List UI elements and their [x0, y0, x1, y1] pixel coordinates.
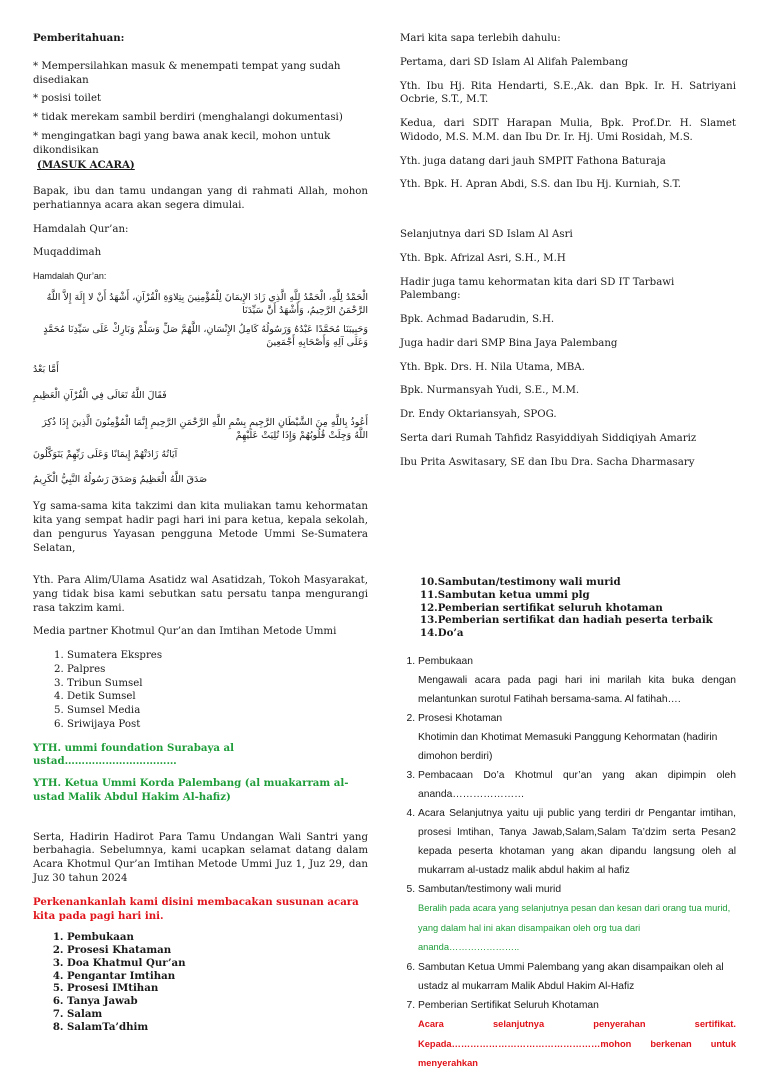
list-item: 2. Palpres	[67, 663, 368, 677]
list-item: 4. Detik Sumsel	[67, 690, 368, 704]
greeting-line: Selanjutnya dari SD Islam Al Asri	[400, 229, 573, 241]
list-item: 3. Doa Khatmul Qur’an	[67, 957, 368, 970]
notice-item: * posisi toilet	[33, 93, 102, 105]
arabic-text: أَعُوذُ بِاللَّهِ مِنَ الشَّيْطَانِ الرَّجِيمِ بِسْمِ اللَّهِ الرَّحْمَنِ الرَّحِيمِ إِنَّمَا الْمُؤْمِنُونَ الَّذِينَ إِذَا ذُكِرَ اللَّهُ وَجِلَتْ قُلُوبُهُمْ وَإِذَا تُلِيَتْ عَلَيْهِمْ	[42, 417, 368, 442]
list-item: 12.Pemberian sertifikat seluruh khotaman	[420, 601, 663, 614]
agenda-item-sertifikat: 7. Pemberian Sertifikat Seluruh Khotaman Acara selanjutnya penyerahan sertifikat. Kepada…………………………………………mohon berkenan untuk menyerahkan	[418, 996, 736, 1074]
agenda-item-testimony: 5. Sambutan/testimony wali murid Beralih pada acara yang selanjutnya pesan dan kesan dari orang tua murid, yang dalam hal ini akan disampaikan oleh org tua dari ananda…………………..	[418, 880, 736, 958]
agenda-item-note: Acara selanjutnya penyerahan sertifikat. Kepada…………………………………………mohon berkenan untuk menyerahkan	[418, 1019, 736, 1069]
intro-paragraph: Bapak, ibu dan tamu undangan yang di rahmati Allah, mohon perhatiannya acara akan segera dimulai.	[33, 186, 368, 211]
list-item: 5. Sumsel Media	[67, 704, 368, 718]
greeting-line: Yth. Bpk. H. Apran Abdi, S.S. dan Ibu Hj. Kurniah, S.T.	[400, 179, 681, 191]
greeting-line: Ibu Prita Aswitasary, SE dan Ibu Dra. Sacha Dharmasary	[400, 456, 695, 468]
hamdalah-label: Hamdalah Qur’an:	[33, 223, 129, 235]
masuk-acara-label: (MASUK ACARA)	[37, 159, 135, 172]
agenda-continued	[400, 576, 736, 640]
greeting-line: Serta dari Rumah Tahfidz Rasyiddiyah Siddiqiyah Amariz	[400, 433, 697, 445]
arabic-text: فَقَالَ اللَّهُ تَعَالَى فِي الْقُرْآنِ الْعَظِيمِ	[33, 390, 167, 402]
greeting-line: Bpk. Achmad Badarudin, S.H.	[400, 314, 555, 326]
top-left-section	[33, 32, 368, 556]
agenda-item-sambutan-ketua: 6. Sambutan Ketua Ummi Palembang yang akan disampaikan oleh al ustadz al mukarram Malik Abdul Hakim Al-Hafiz	[418, 958, 736, 996]
agenda-item-doa: 3. Pembacaan Do’a Khotmul qur’an yang akan dipimpin oleh ananda…………………	[418, 766, 736, 804]
greeting-line: Yth. juga datang dari jauh SMPIT Fathona Baturaja	[400, 155, 666, 167]
list-item: 6. Sriwijaya Post	[67, 718, 368, 732]
notice-item: * mengingatkan bagi yang bawa anak kecil, mohon untuk dikondisikan	[33, 130, 331, 156]
notice-item: * Mempersilahkan masuk & menempati tempat yang sudah disediakan	[33, 60, 341, 86]
greeting-line: Yth. Ibu Hj. Rita Hendarti, S.E.,Ak. dan Bpk. Ir. H. Satriyani Ocbrie, S.T., M.T.	[400, 80, 736, 106]
greeting-line: Mari kita sapa terlebih dahulu:	[400, 33, 561, 44]
arabic-text: وَحَبِيبَنَا مُحَمَّدًا عَبْدُهُ وَرَسُولُهُ كَامِلُ الإِنْسَانِ، اللَّهُمَّ صَلِّ وَسَلِّمْ وَبَارِكْ عَلَى سَيِّدِنَا مُحَمَّدٍ وَعَلَى آلِهِ وَأَصْحَابِهِ أَجْمَعِينَ	[43, 323, 368, 348]
list-item: 2. Prosesi Khataman	[67, 944, 368, 957]
list-item: 7. Salam	[67, 1008, 368, 1021]
agenda-item-body: Mengawali acara pada pagi hari ini marilah kita buka dengan melantunkan surotul Fatihah bersama-sama. Al fatihah….	[418, 674, 736, 705]
list-item: 8. SalamTa’dhim	[67, 1021, 368, 1034]
list-item: 14.Do’a	[420, 627, 464, 639]
bottom-left-section	[33, 574, 368, 1033]
list-item: 3. Tribun Sumsel	[67, 677, 368, 691]
welcome-paragraph: Serta, Hadirin Hadirot Para Tamu Undangan Wali Santri yang berbahagia. Sebelumnya, kami ucapkan selamat datang dalam Acara Khotmul Qur’an Imtihan Metode Ummi Juz 1, Juz 29, dan Juz 30 tahun 2024	[33, 831, 368, 885]
media-title: Media partner Khotmul Qur’an dan Imtihan Metode Ummi	[33, 626, 337, 638]
agenda-detail-list	[400, 652, 736, 1074]
ulama-paragraph: Yth. Para Alim/Ulama Asatidz wal Asatidzah, Tokoh Masyarakat, yang tidak bisa kami sebutkan satu persatu tanpa mengurangi rasa takzim kami.	[33, 575, 368, 614]
yth-ketua-ummi: YTH. Ketua Ummi Korda Palembang (al muakarram al-ustad Malik Abdul Hakim Al-hafiz)	[33, 777, 349, 803]
agenda-item-pembukaan: 1. Pembukaan Mengawali acara pada pagi hari ini marilah kita buka dengan melantunkan surotul Fatihah bersama-sama. Al fatihah….	[418, 652, 736, 709]
closing-paragraph: Yg sama-sama kita takzimi dan kita muliakan tamu kehormatan kita yang sempat hadir pagi hari ini para ketua, kepala sekolah, dan pengurus Yayasan pengguna Metode Ummi Se-Sumatera Selatan,	[33, 501, 368, 554]
list-item: 10.Sambutan/testimony wali murid	[420, 576, 621, 588]
list-item: 1. Sumatera Ekspres	[67, 649, 368, 663]
agenda-item-khotaman: 2. Prosesi Khotaman Khotimin dan Khotimat Memasuki Panggung Kehormatan (hadirin dimohon berdiri)	[418, 709, 736, 766]
greeting-line: Yth. Bpk. Afrizal Asri, S.H., M.H	[400, 252, 566, 264]
agenda-item-note: Beralih pada acara yang selanjutnya pesan dan kesan dari orang tua murid, yang dalam hal ini akan disampaikan oleh org tua dari ananda…………………..	[418, 903, 731, 953]
list-item: 13.Pemberian sertifikat dan hadiah peserta terbaik	[420, 614, 713, 627]
agenda-item-body: Khotimin dan Khotimat Memasuki Panggung Kehormatan (hadirin dimohon berdiri)	[418, 731, 718, 762]
top-right-section	[400, 32, 736, 470]
list-item: 6. Tanya Jawab	[67, 995, 368, 1008]
notice-heading: Pemberitahuan:	[33, 32, 125, 44]
greeting-line: Hadir juga tamu kehormatan kita dari SD IT Tarbawi Palembang:	[400, 276, 675, 302]
agenda-intro: Perkenankanlah kami disini membacakan susunan acara kita pada pagi hari ini.	[33, 895, 359, 922]
greeting-line: Pertama, dari SD Islam Al Alifah Palembang	[400, 56, 628, 68]
list-item: 5. Prosesi IMtihan	[67, 982, 368, 995]
agenda-item-uji-public: 4. Acara Selanjutnya yaitu uji public yang terdiri dr Pengantar imtihan, prosesi Imtihan, Tanya Jawab,Salam,Salam Ta’dzim serta Pesan2 kepada peserta khotaman yang akan dipandu langsung oleh al mukarram al-ustadz malik abdul hakim al hafiz	[418, 804, 736, 880]
list-item: 1. Pembukaan	[67, 931, 368, 944]
bottom-right-section	[400, 576, 736, 1074]
media-list	[33, 649, 368, 732]
arabic-text: الْحَمْدُ لِلَّهِ، الْحَمْدُ لِلَّهِ الَّذِي زَادَ الإِيمَانَ لِلْمُؤْمِنِينَ بِتِلاوَةِ الْقُرْآنِ، أَشْهَدُ أَنْ لا إِلَهَ إِلاَّ اللَّهُ الرَّحْمَنُ الرَّحِيمُ، وَأَشْهَدُ أَنَّ سَيِّدَنَا	[46, 292, 368, 317]
arabic-text: صَدَقَ اللَّهُ الْعَظِيمُ وَصَدَقَ رَسُولُهُ النَّبِيُّ الْكَرِيمُ	[33, 473, 208, 485]
greeting-line: Kedua, dari SDIT Harapan Mulia, Bpk. Prof.Dr. H. Slamet Widodo, M.S. M.M. dan Ibu Dr. Ir. Hj. Umi Rosidah, M.S.	[400, 118, 736, 143]
list-item: 11.Sambutan ketua ummi plg	[420, 588, 590, 601]
arabic-text: آيَاتُهُ زَادَتْهُمْ إِيمَانًا وَعَلَى رَبِّهِمْ يَتَوَكَّلُونَ	[33, 448, 178, 460]
arabic-text: أَمَّا بَعْدُ	[33, 363, 59, 375]
greeting-line: Bpk. Nurmansyah Yudi, S.E., M.M.	[400, 385, 580, 397]
notice-item: * tidak merekam sambil berdiri (menghalangi dokumentasi)	[33, 112, 343, 124]
list-item: 4. Pengantar Imtihan	[67, 970, 368, 983]
hamdalah-label-2: Hamdalah Qur’an:	[33, 271, 107, 282]
agenda-list	[33, 931, 368, 1033]
greeting-line: Juga hadir dari SMP Bina Jaya Palembang	[400, 337, 618, 349]
greeting-line: Dr. Endy Oktariansyah, SPOG.	[400, 409, 557, 421]
yth-ummi-foundation: YTH. ummi foundation Surabaya al ustad……………………………	[33, 741, 234, 768]
muqaddimah-label: Muqaddimah	[33, 247, 102, 259]
greeting-line: Yth. Bpk. Drs. H. Nila Utama, MBA.	[400, 361, 585, 373]
